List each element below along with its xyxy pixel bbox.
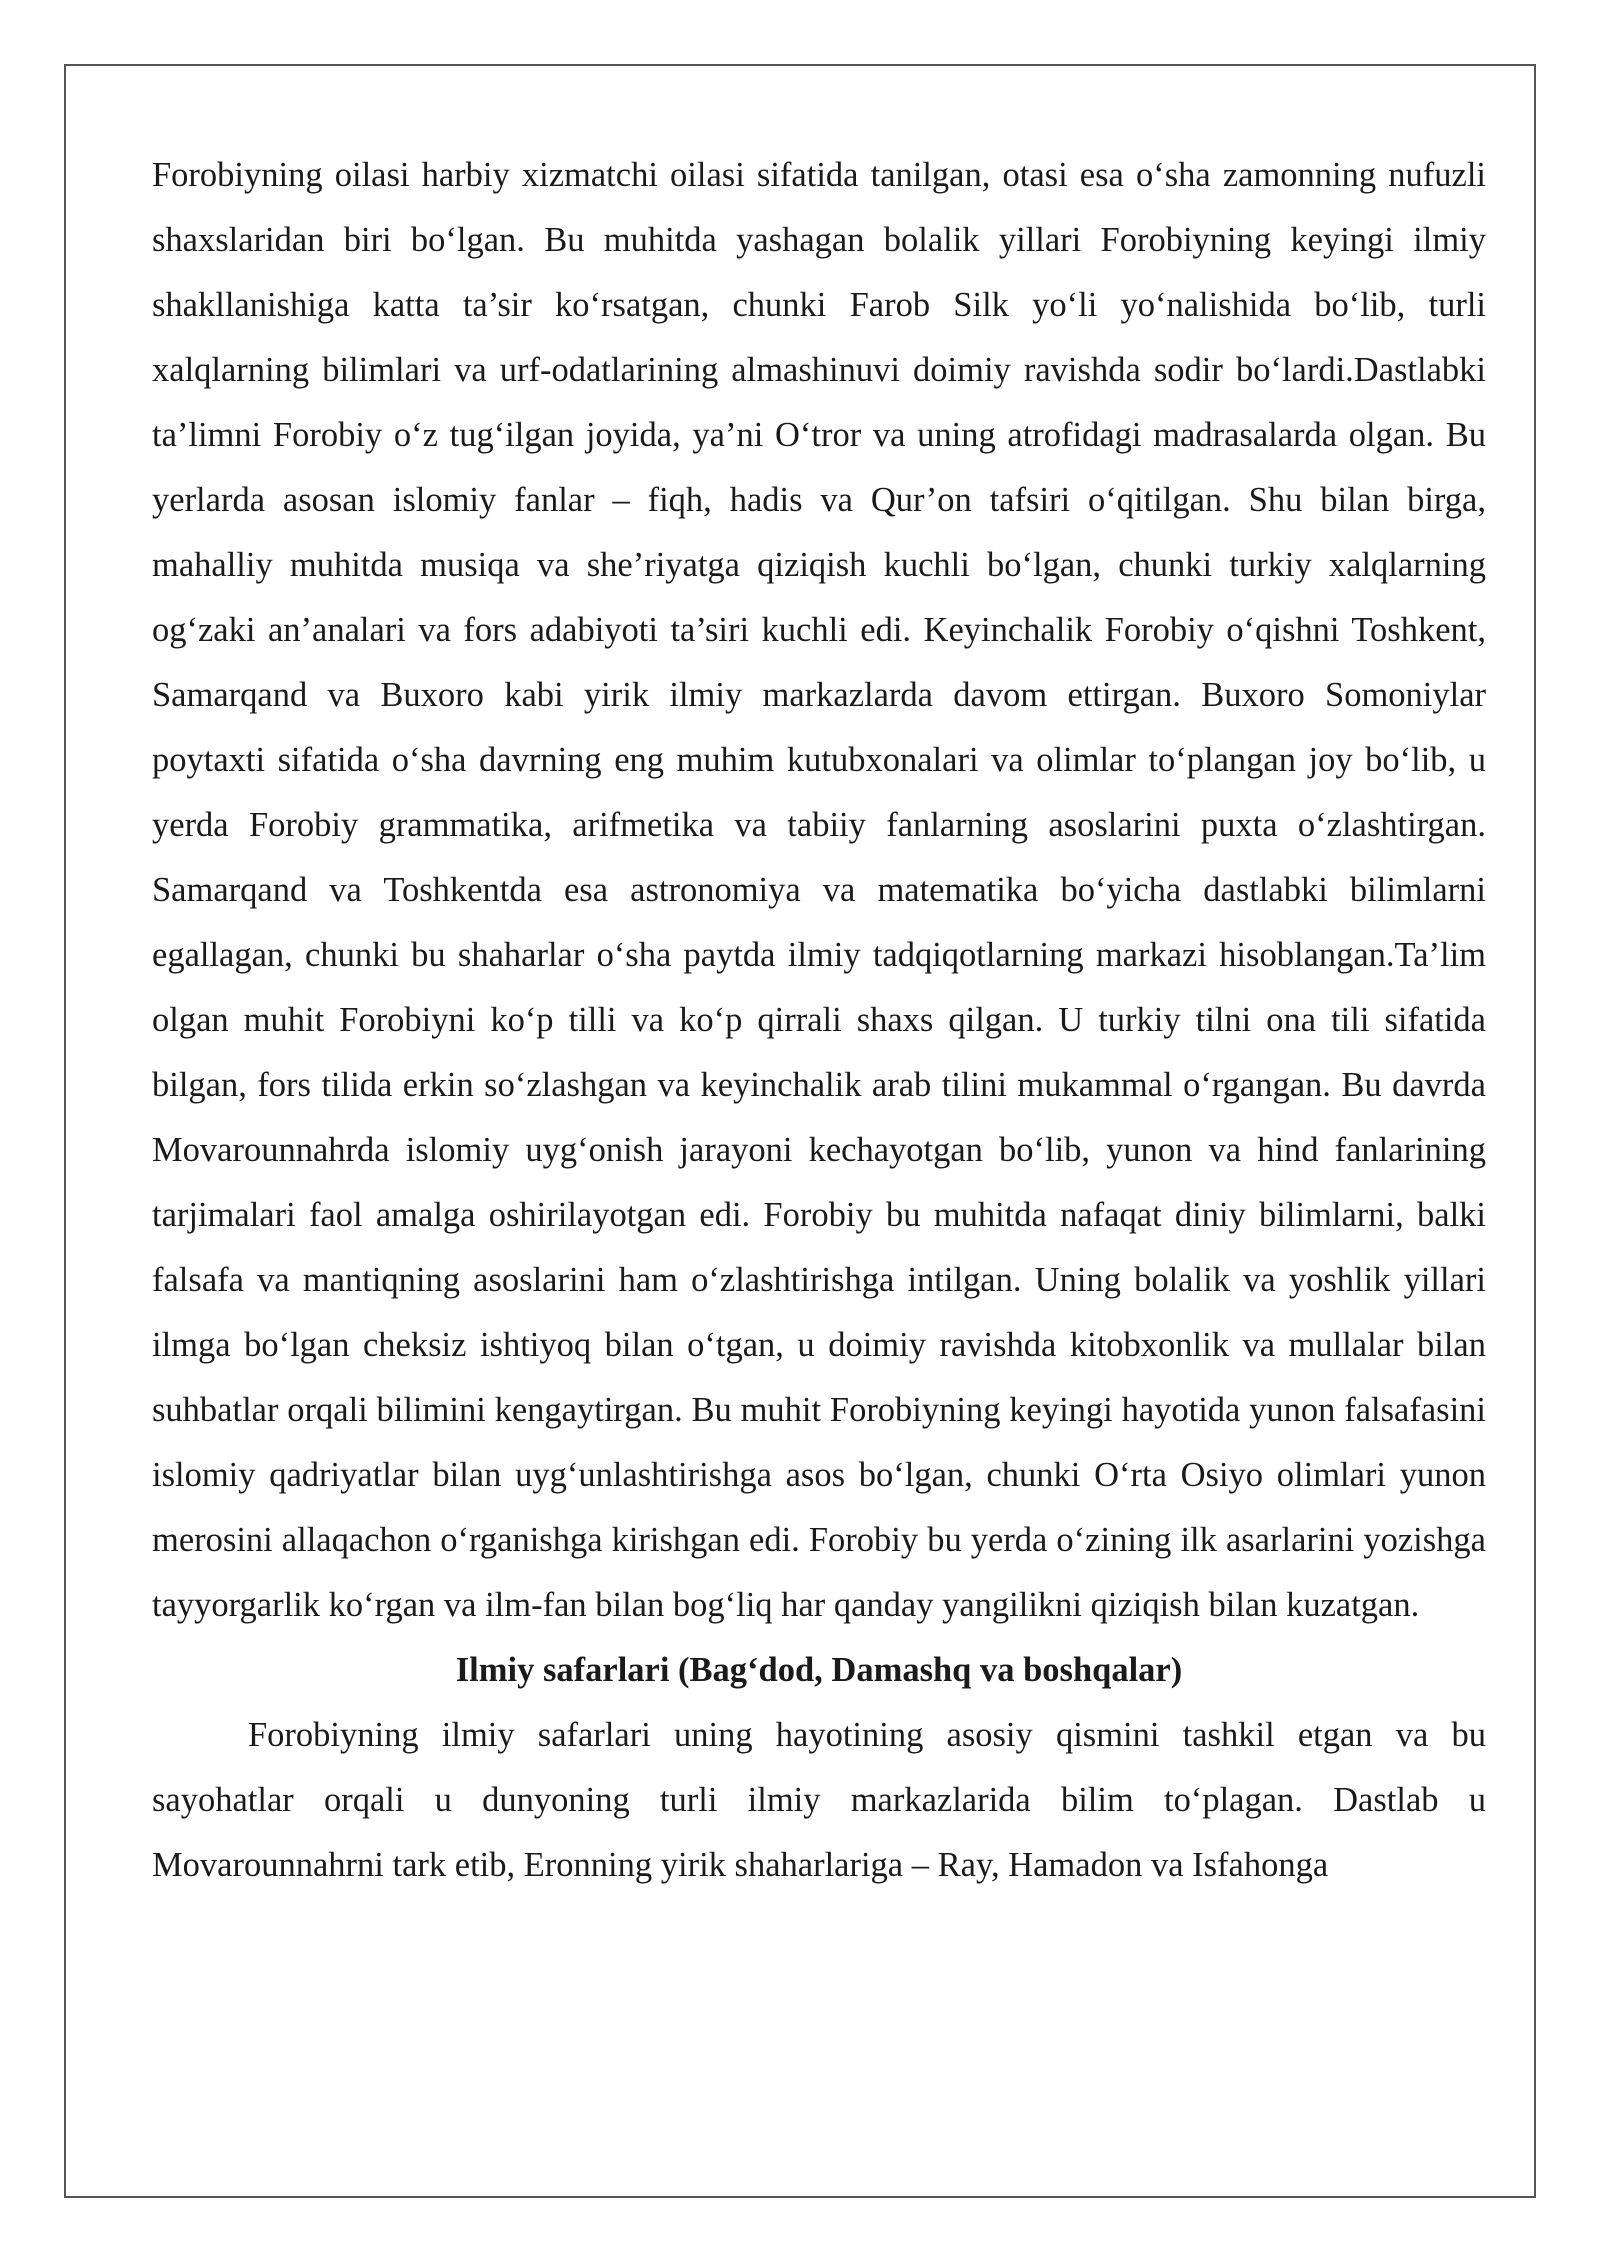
section-heading: Ilmiy safarlari (Bag‘dod, Damashq va boshqalar) (455, 1651, 1183, 1689)
body-paragraph: Forobiyning oilasi harbiy xizmatchi oilasi sifatida tanilgan, otasi esa o‘sha zamonning nufuzli shaxslaridan biri bo‘lgan. Bu muhitda yashagan bolalik yillari Forobiyning keyingi ilmiy shakllanishiga katta ta’sir ko‘rsatgan, chunki Farob Silk yo‘li yo‘nalishida bo‘lib, turli xalqlarning bilimlari va urf-odatlarining almashinuvi doimiy ravishda sodir bo‘lardi.Dastlabki ta’limni Forobiy o‘z tug‘ilgan joyida, ya’ni O‘tror va uning atrofidagi madrasalarda olgan. Bu yerlarda asosan islomiy fanlar – fiqh, hadis va Qur’on tafsiri o‘qitilgan. Shu bilan birga, mahalliy muhitda musiqa va she’riyatga qiziqish kuchli bo‘lgan, chunki turkiy xalqlarning og‘zaki an’analari va fors adabiyoti ta’siri kuchli edi. Keyinchalik Forobiy o‘qishni Toshkent, Samarqand va Buxoro kabi yirik ilmiy markazlarda davom ettirgan. Buxoro Somoniylar poytaxti sifatida o‘sha davrning eng muhim kutubxonalari va olimlar to‘plangan joy bo‘lib, u yerda Forobiy grammatika, arifmetika va tabiiy fanlarning asoslarini puxta o‘zlashtirgan. Samarqand va Toshkentda esa astronomiya va matematika bo‘yicha dastlabki bilimlarni egallagan, chunki bu shaharlar o‘sha paytda ilmiy tadqiqotlarning markazi hisoblangan.Ta’lim olgan muhit Forobiyni ko‘p tilli va ko‘p qirrali shaxs qilgan. U turkiy tilni ona tili sifatida bilgan, fors tilida erkin so‘zlashgan va keyinchalik arab tilini mukammal o‘rgangan. Bu davrda Movarounnahrda islomiy uyg‘onish jarayoni kechayotgan bo‘lib, yunon va hind fanlarining tarjimalari faol amalga oshirilayotgan edi. Forobiy bu muhitda nafaqat diniy bilimlarni, balki falsafa va mantiqning asoslarini ham o‘zlashtirishga intilgan. Uning bolalik va yoshlik yillari ilmga bo‘lgan cheksiz ishtiyoq bilan o‘tgan, u doimiy ravishda kitobxonlik va mullalar bilan suhbatlar orqali bilimini kengaytirgan. Bu muhit Forobiyning keyingi hayotida yunon falsafasini islomiy qadriyatlar bilan uyg‘unlashtirishga asos bo‘lgan, chunki O‘rta Osiyo olimlari yunon merosini allaqachon o‘rganishga kirishgan edi. Forobiy bu yerda o‘zining ilk asarlarini yozishga tayyorgarlik ko‘rgan va ilm-fan bilan bog‘liq har qanday yangilikni qiziqish bilan kuzatgan. (152, 156, 1486, 1624)
body-paragraph: Forobiyning ilmiy safarlari uning hayotining asosiy qismini tashkil etgan va bu sayohatlar orqali u dunyoning turli ilmiy markazlarida bilim to‘plagan. Dastlab u Movarounnahrni tark etib, Eronning yirik shaharlariga – Ray, Hamadon va Isfahonga (152, 1716, 1486, 1884)
document-body (152, 143, 1486, 1898)
